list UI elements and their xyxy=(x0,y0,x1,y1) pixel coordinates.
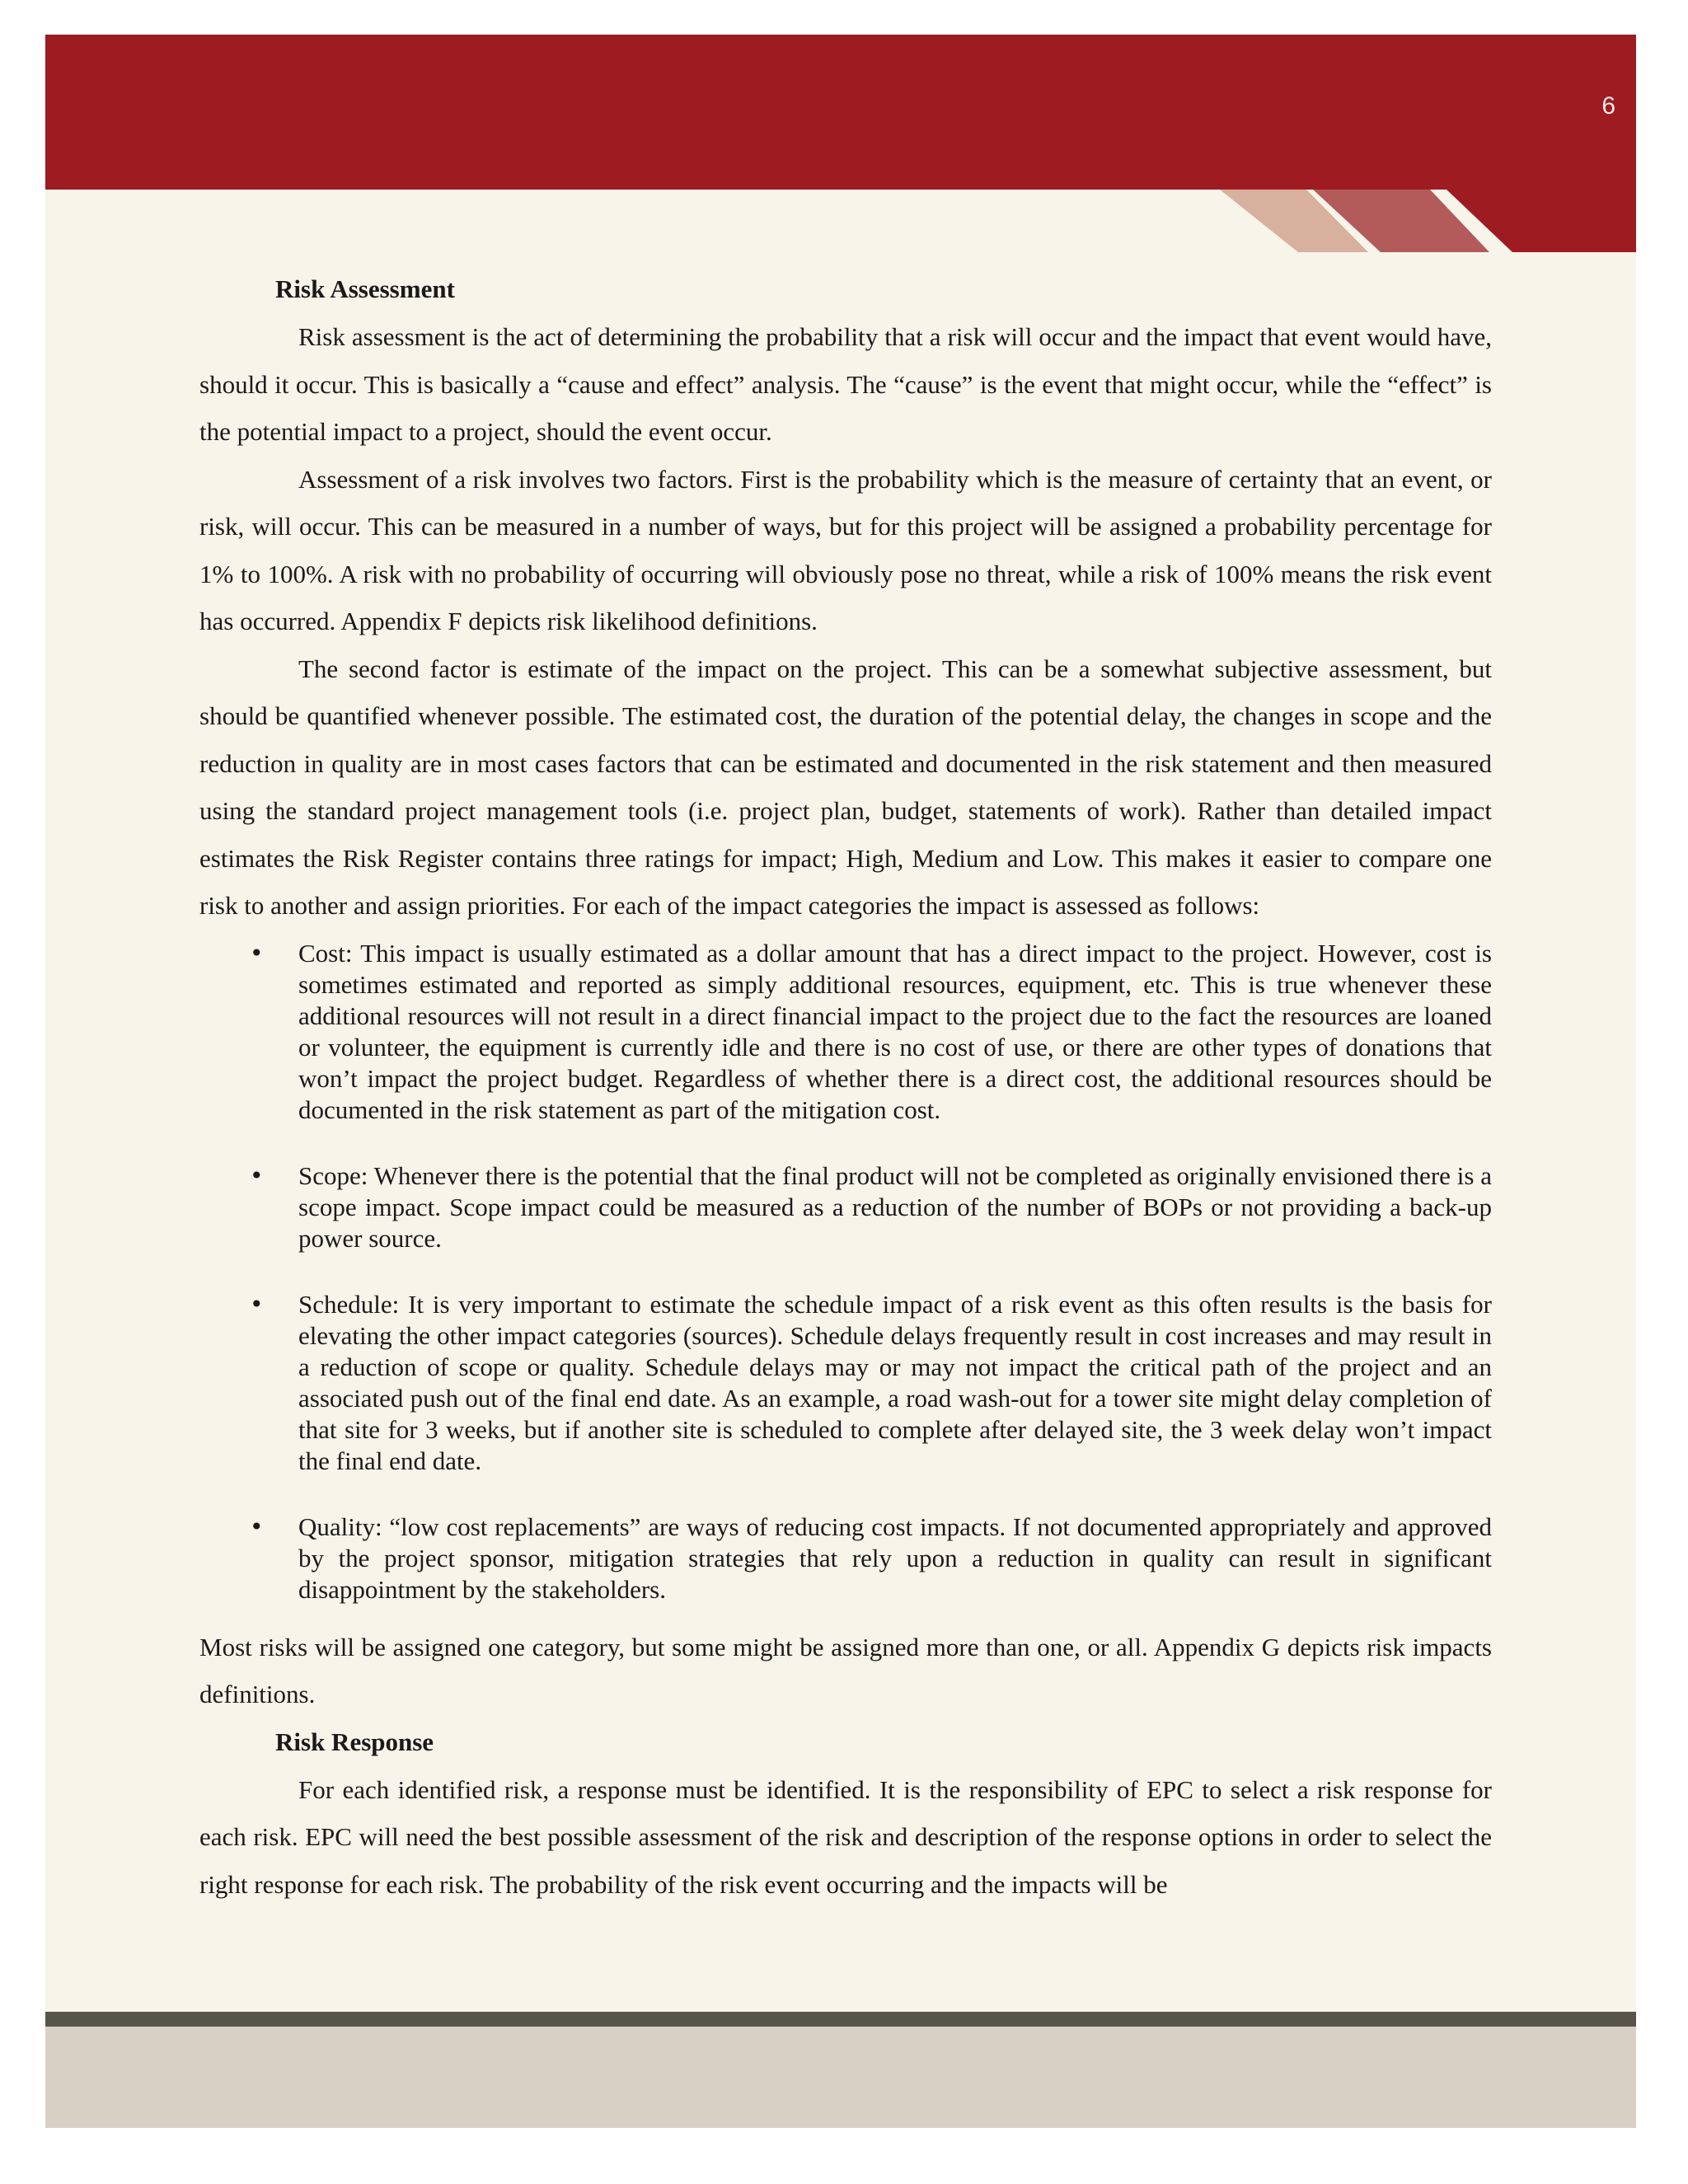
section-heading-risk-assessment: Risk Assessment xyxy=(275,274,455,303)
list-item xyxy=(199,938,1492,1126)
list-item xyxy=(199,1160,1492,1254)
impact-categories-list xyxy=(199,938,1492,1605)
list-item xyxy=(199,1511,1492,1605)
list-item-text: Quality: “low cost replacements” are ways of reducing cost impacts. If not documented appropriately and approved by the project sponsor, mitigation strategies that rely upon a reduction in quality can result in significant disappointment by the stakeholders. xyxy=(298,1511,1492,1604)
bullet-icon: • xyxy=(250,939,264,967)
paragraph: For each identified risk, a response must be identified. It is the responsibility of EPC to select a risk response for each risk. EPC will need the best possible assessment of the risk and description of the response options in order to select the right response for each risk. The probability of the risk event occurring and the impacts will be xyxy=(199,1774,1492,1899)
page-number: 6 xyxy=(1601,92,1615,120)
footer-divider xyxy=(45,2012,1636,2027)
bullet-icon: • xyxy=(250,1161,264,1189)
paragraph: Risk assessment is the act of determining the probability that a risk will occur and the impact that event would have, should it occur. This is basically a “cause and effect” analysis. The “cause” is the event that might occur, while the “effect” is the potential impact to a project, should the event occur. xyxy=(199,322,1492,446)
list-item-text: Schedule: It is very important to estimate the schedule impact of a risk event as this often results is the basis for elevating the other impact categories (sources). Schedule delays frequently result in cost increases and may result in a reduction of scope or quality. Schedule delays may or may not impact the critical path of the project and an associated push out of the final end date. As an example, a road wash-out for a tower site might delay completion of that site for 3 weeks, but if another site is scheduled to complete after delayed site, the 3 week delay won’t impact the final end date. xyxy=(298,1289,1492,1475)
bullet-icon: • xyxy=(250,1512,264,1540)
footer-band xyxy=(45,2027,1636,2128)
header-accent-decoration xyxy=(45,35,1636,257)
paragraph: Assessment of a risk involves two factors. First is the probability which is the measure of certainty that an event, or risk, will occur. This can be measured in a number of ways, but for this project will be assigned a probability percentage for 1% to 100%. A risk with no probability of occurring will obviously pose no threat, while a risk of 100% means the risk event has occurred. Appendix F depicts risk likelihood definitions. xyxy=(199,464,1492,635)
paragraph: The second factor is estimate of the impact on the project. This can be a somewhat subjective assessment, but should be quantified whenever possible. The estimated cost, the duration of the potential delay, the changes in scope and the reduction in quality are in most cases factors that can be estimated and documented in the risk statement and then measured using the standard project management tools (i.e. project plan, budget, statements of work). Rather than detailed impact estimates the Risk Register contains three ratings for impact; High, Medium and Low. This makes it easier to compare one risk to another and assign priorities. For each of the impact categories the impact is assessed as follows: xyxy=(199,654,1492,920)
list-item xyxy=(199,1289,1492,1477)
list-item-text: Cost: This impact is usually estimated as a dollar amount that has a direct impact to the project. However, cost is sometimes estimated and reported as simply additional resources, equipment, etc. This is true whenever these additional resources will not result in a direct financial impact to the project due to the fact the resources are loaned or volunteer, the equipment is currently idle and there is no cost of use, or there are other types of donations that won’t impact the project budget. Regardless of whether there is a direct cost, the additional resources should be documented in the risk statement as part of the mitigation cost. xyxy=(298,938,1492,1124)
section-heading-risk-response: Risk Response xyxy=(275,1727,434,1756)
list-item-text: Scope: Whenever there is the potential that the final product will not be completed as originally envisioned there is a scope impact. Scope impact could be measured as a reduction of the number of BOPs or not providing a back-up power source. xyxy=(298,1160,1492,1253)
bullet-icon: • xyxy=(250,1290,264,1318)
closing-paragraph: Most risks will be assigned one category, but some might be assigned more than one, or all. Appendix G depicts risk impacts definitions. xyxy=(199,1632,1492,1708)
document-body xyxy=(199,265,1492,1908)
